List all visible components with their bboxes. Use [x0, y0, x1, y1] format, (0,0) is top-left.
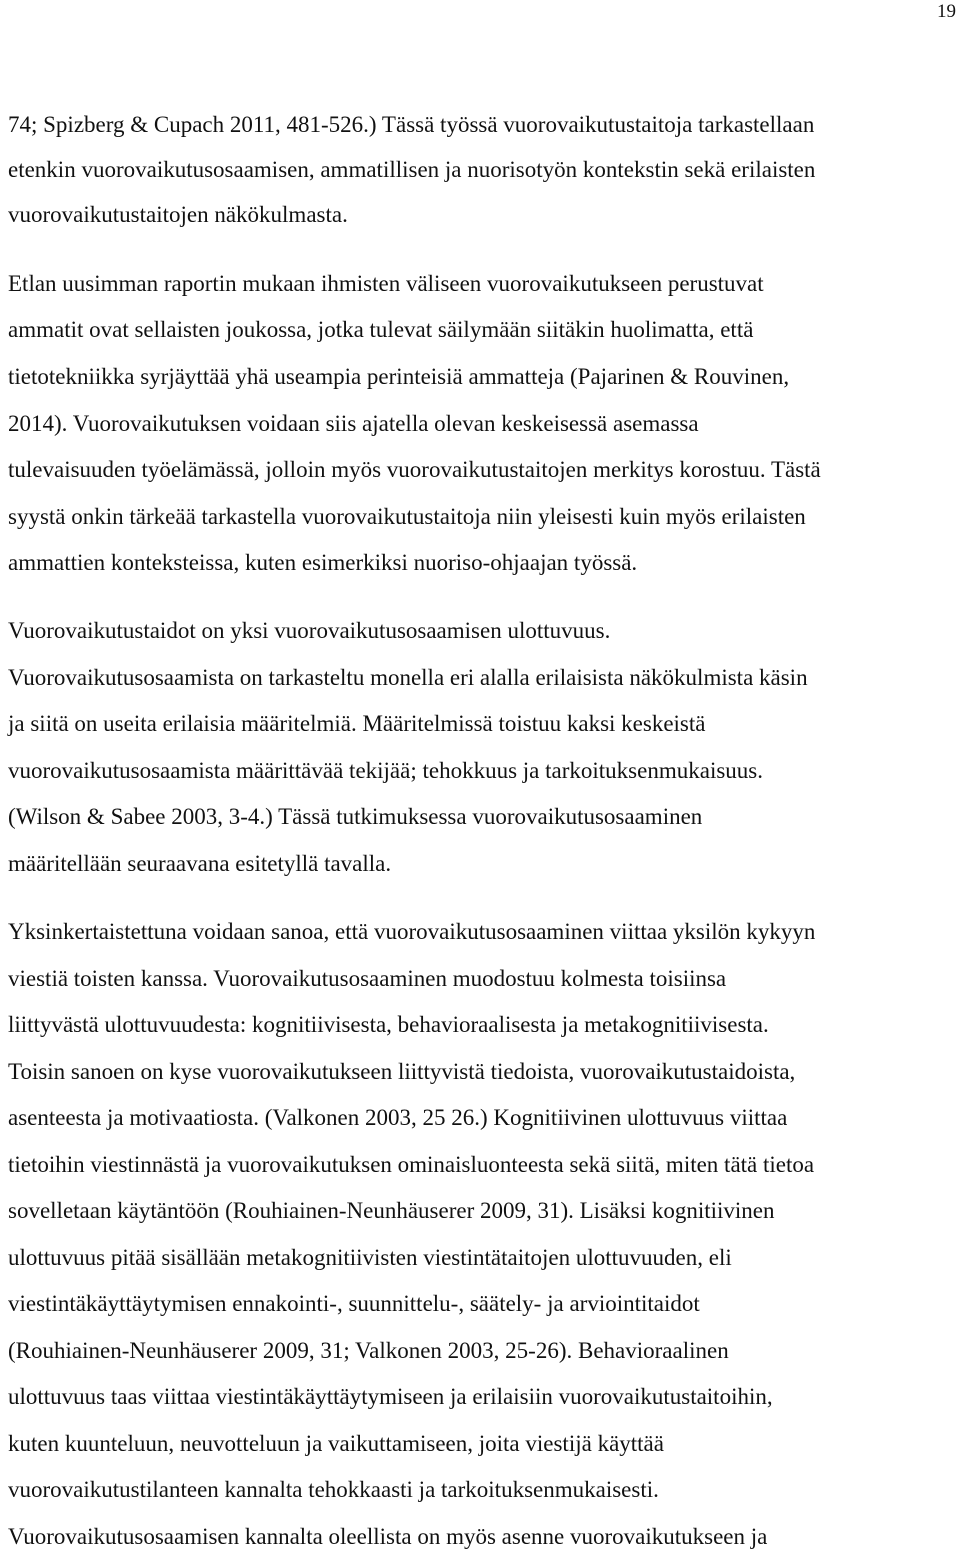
text-line: vuorovaikutustaitojen näkökulmasta. [8, 202, 348, 227]
text-line: määritellään seuraavana esitetyllä tavalla. [8, 851, 392, 876]
text-line: liittyvästä ulottuvuudesta: kognitiivisesta, behavioraalisesta ja metakognitiivisesta. [8, 1012, 769, 1037]
text-line: etenkin vuorovaikutusosaamisen, ammatillisen ja nuorisotyön kontekstin sekä erilaisten [8, 157, 816, 182]
text-line: Vuorovaikutustaidot on yksi vuorovaikutusosaamisen ulottuvuus. [8, 618, 611, 643]
text-line: Yksinkertaistettuna voidaan sanoa, että vuorovaikutusosaaminen viittaa yksilön kykyyn [8, 919, 816, 944]
text-line: tulevaisuuden työelämässä, jolloin myös vuorovaikutustaitojen merkitys korostuu. Tästä [8, 457, 821, 482]
text-line: Etlan uusimman raportin mukaan ihmisten väliseen vuorovaikutukseen perustuvat [8, 271, 764, 296]
text-line: ulottuvuus pitää sisällään metakognitiivisten viestintätaitojen ulottuvuuden, eli [8, 1245, 732, 1270]
text-line: 2014). Vuorovaikutuksen voidaan siis ajatella olevan keskeisessä asemassa [8, 411, 699, 436]
text-line: asenteesta ja motivaatiosta. (Valkonen 2003, 25 26.) Kognitiivinen ulottuvuus viittaa [8, 1105, 788, 1130]
text-line: tietoihin viestinnästä ja vuorovaikutuksen ominaisluonteesta sekä siitä, miten tätä tietoa [8, 1152, 815, 1177]
text-line: Vuorovaikutusosaamisen kannalta oleellista on myös asenne vuorovaikutukseen ja [8, 1524, 768, 1549]
text-line: viestiä toisten kanssa. Vuorovaikutusosaaminen muodostuu kolmesta toisiinsa [8, 966, 727, 991]
text-line: kuten kuunteluun, neuvotteluun ja vaikuttamiseen, joita viestijä käyttää [8, 1431, 664, 1456]
text-line: Vuorovaikutusosaamista on tarkasteltu monella eri alalla erilaisista näkökulmista käsin [8, 665, 808, 690]
text-line: ulottuvuus taas viittaa viestintäkäyttäytymiseen ja erilaisiin vuorovaikutustaitoihin, [8, 1384, 773, 1409]
text-line: vuorovaikutustilanteen kannalta tehokkaasti ja tarkoituksenmukaisesti. [8, 1477, 659, 1502]
text-line: ja siitä on useita erilaisia määritelmiä. Määritelmissä toistuu kaksi keskeistä [8, 711, 706, 736]
text-line: tietotekniikka syrjäyttää yhä useampia perinteisiä ammatteja (Pajarinen & Rouvinen, [8, 364, 790, 389]
text-line: 74; Spizberg & Cupach 2011, 481-526.) Tässä työssä vuorovaikutustaitoja tarkastellaan [8, 112, 815, 137]
text-line: sovelletaan käytäntöön (Rouhiainen-Neunhäuserer 2009, 31). Lisäksi kognitiivinen [8, 1198, 775, 1223]
text-line: syystä onkin tärkeää tarkastella vuorovaikutustaitoja niin yleisesti kuin myös erilaisten [8, 504, 806, 529]
text-line: ammatit ovat sellaisten joukossa, jotka tulevat säilymään siitäkin huolimatta, että [8, 317, 754, 342]
page-number: 19 [937, 1, 956, 22]
text-line: vuorovaikutusosaamista määrittävää tekijää; tehokkuus ja tarkoituksenmukaisuus. [8, 758, 763, 783]
text-line: ammattien konteksteissa, kuten esimerkiksi nuoriso-ohjaajan työssä. [8, 550, 638, 575]
text-line: (Rouhiainen-Neunhäuserer 2009, 31; Valkonen 2003, 25-26). Behavioraalinen [8, 1338, 729, 1363]
text-line: (Wilson & Sabee 2003, 3-4.) Tässä tutkimuksessa vuorovaikutusosaaminen [8, 804, 703, 829]
text-line: Toisin sanoen on kyse vuorovaikutukseen liittyvistä tiedoista, vuorovaikutustaidoista, [8, 1059, 796, 1084]
text-line: viestintäkäyttäytymisen ennakointi-, suunnittelu-, säätely- ja arviointitaidot [8, 1291, 700, 1316]
